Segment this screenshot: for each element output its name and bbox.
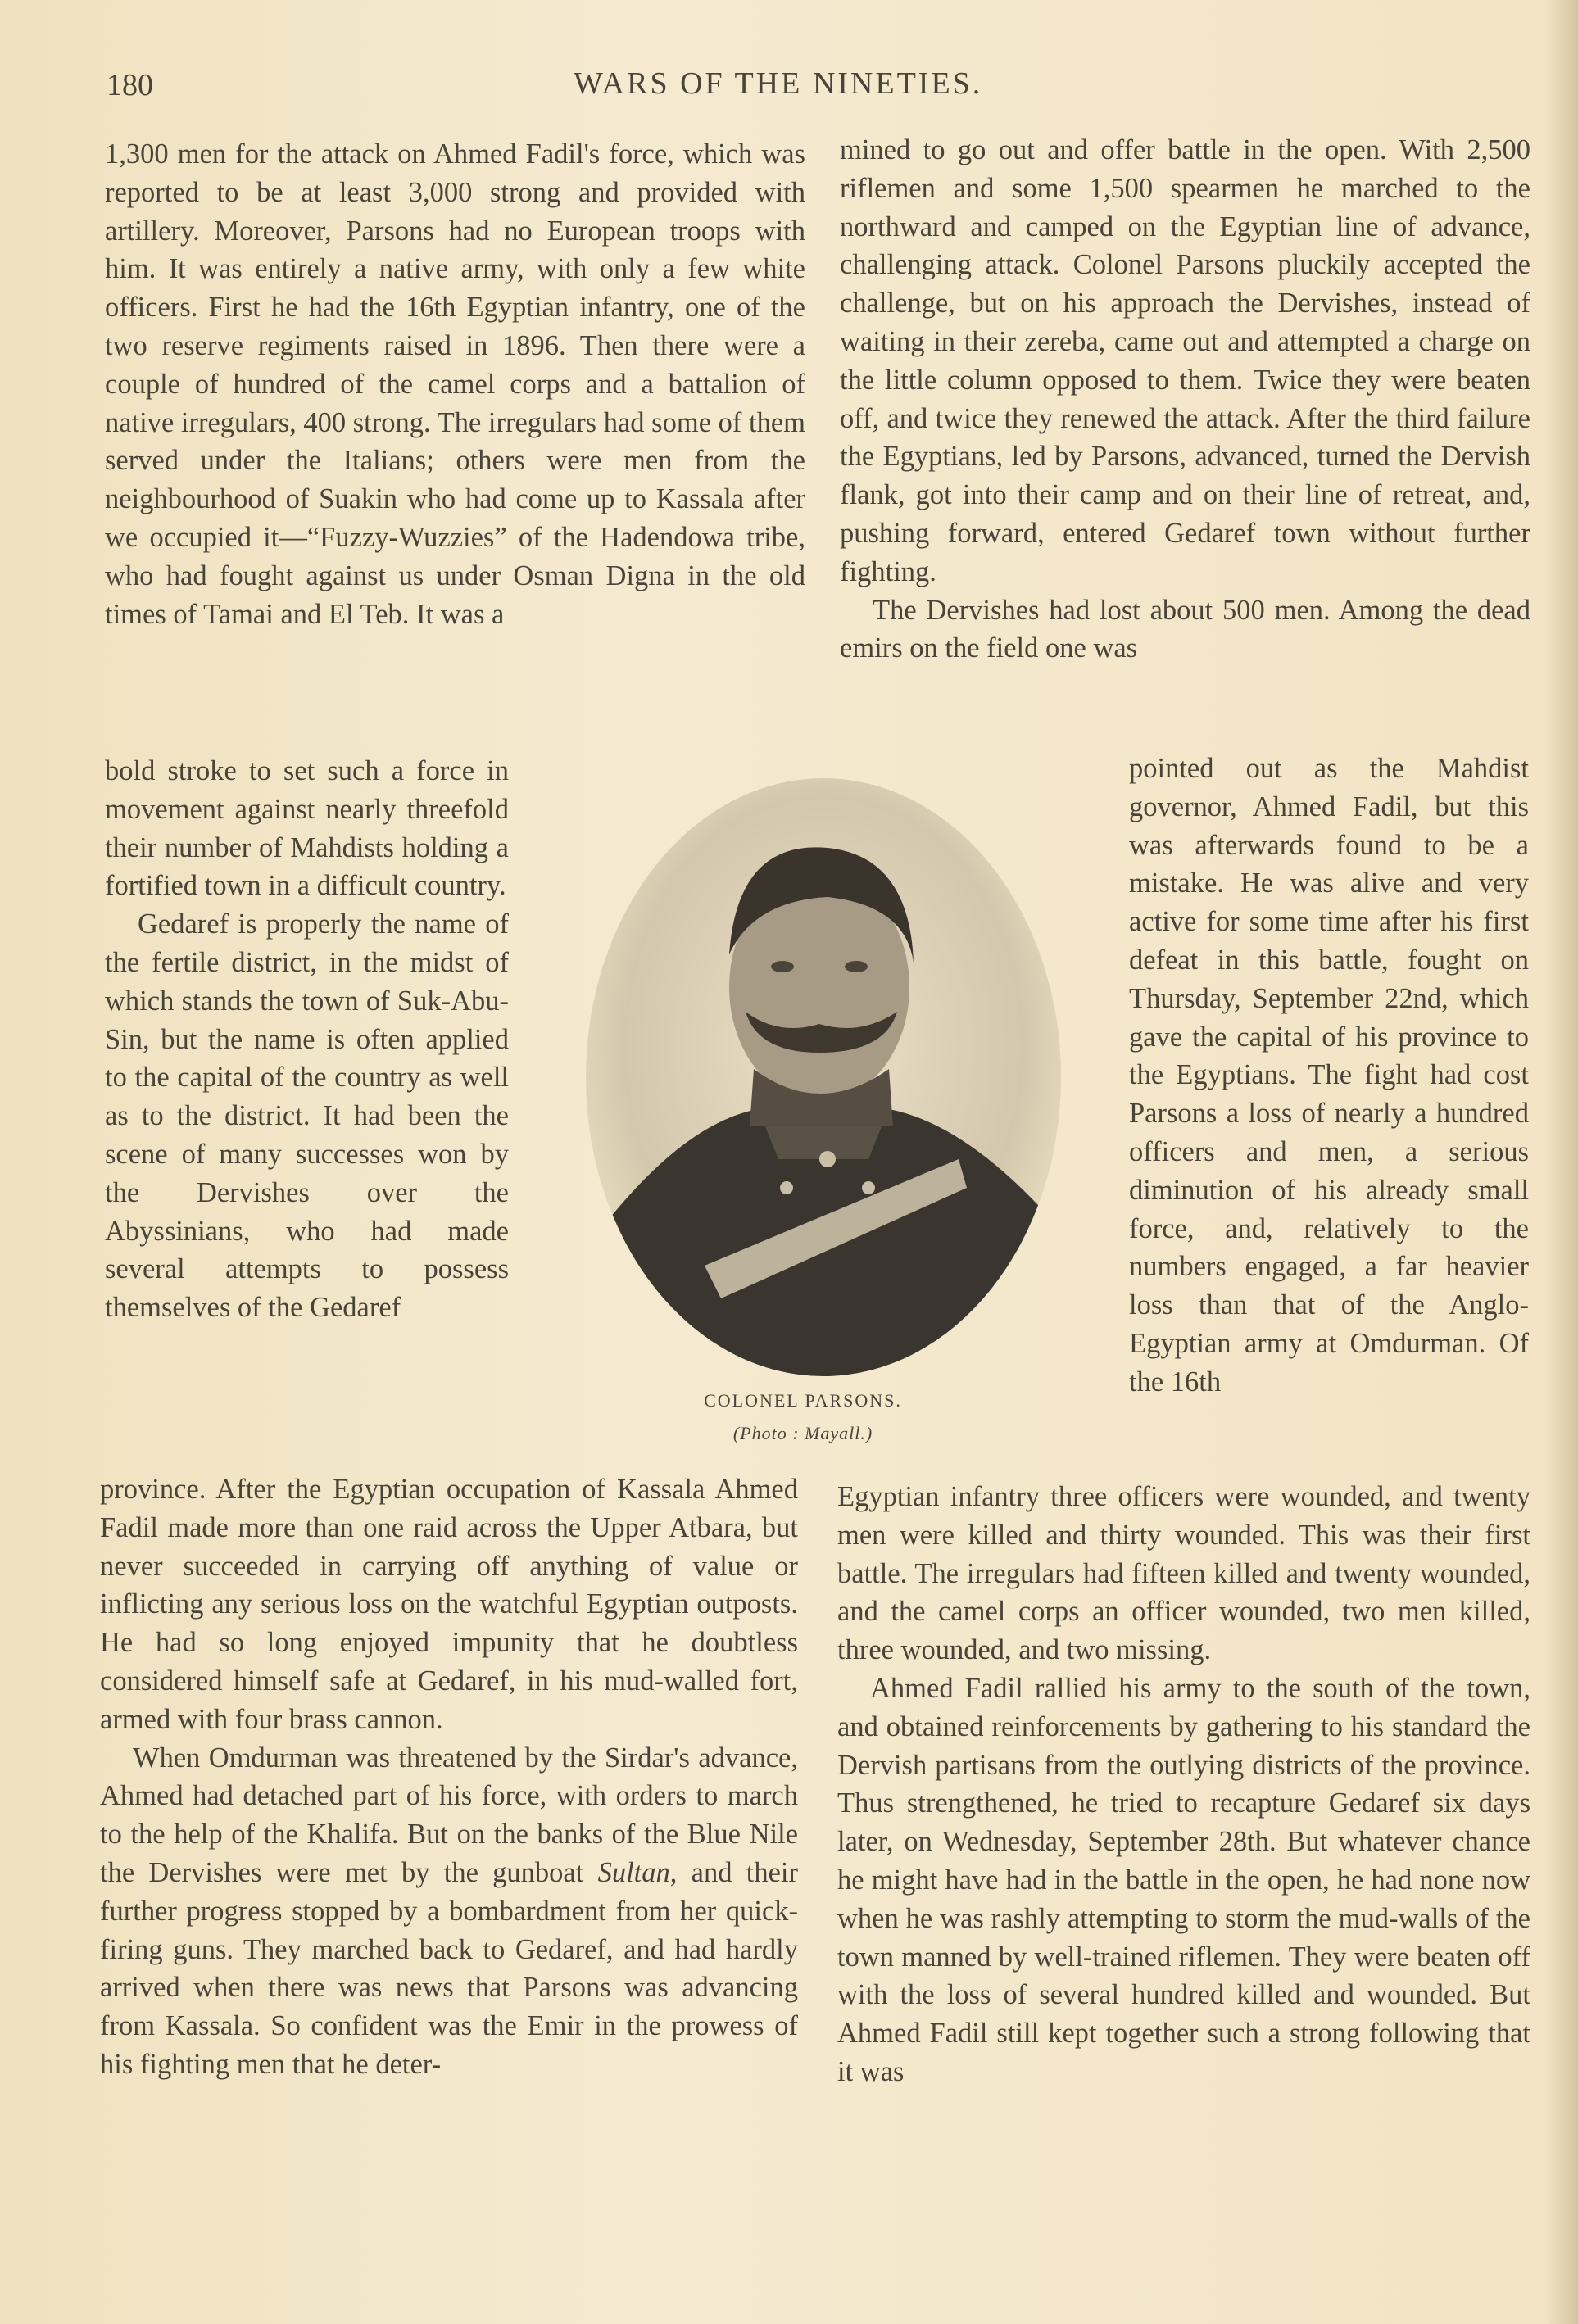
page-number: 180 xyxy=(107,68,153,102)
caption-title: COLONEL PARSONS. xyxy=(704,1390,902,1411)
ship-name: Sultan xyxy=(597,1856,670,1888)
text-paragraph: Ahmed Fadil rallied his army to the south of the town, and obtained reinforcements by gathering to his standard the Dervish partisans from the outlying districts of the province. Thus strengthened, he tried to recapture Gedaref six days later, on Wednesday, September 28th. But whatever chance he might have had in the battle in the open, he had none now when he was rashly attempting to storm the mud-walls of the town manned by well-trained riflemen. They were beaten off with the loss of several hundred killed and wounded. But Ahmed Fadil still kept together such a strong following that it was xyxy=(837,1672,1530,2087)
left-column-top xyxy=(105,135,805,633)
text-paragraph: The Dervishes had lost about 500 men. Among the dead emirs on the field one was xyxy=(840,594,1530,664)
text-paragraph: pointed out as the Mahdist governor, Ahmed Fadil, but this was afterwards found to be a mistake. He was alive and very active for some time after his first defeat in this battle, fought on Thursday, September 22nd, which gave the capital of his province to the Egyptians. The fight had cost Parsons a loss of nearly a hundred officers and men, a serious diminution of his already small force, and, relatively to the numbers engaged, a far heavier loss than that of the Anglo-Egyptian army at Omdurman. Of the 16th xyxy=(1129,753,1529,1398)
text-run: When Omdurman was threatened by the Sirdar's advance, Ahmed had detached part of his force, with orders to march to the help of the Khalifa. But on the banks of the Blue Nile the Dervishes were met by the gunboat xyxy=(100,1742,798,1888)
running-head: WARS OF THE NINETIES. xyxy=(574,66,983,101)
photo-credit: (Photo : Mayall.) xyxy=(732,1423,873,1443)
text-paragraph xyxy=(100,1739,798,2084)
text-paragraph: mined to go out and offer battle in the open. With 2,500 riflemen and some 1,500 spearmen he marched to the northward and camped on the Egyptian line of advance, challenging attack. Colonel Parsons pluckily accepted the challenge, but on his approach the Dervishes, instead of waiting in their zereba, came out and attempted a charge on the little column opposed to them. Twice they were beaten off, and twice they renewed the attack. After the third failure the Egyptians, led by Parsons, advanced, turned the Dervish flank, got into their camp and on their line of retreat, and, pushing forward, entered Gedaref town without further fighting. xyxy=(840,134,1530,587)
right-column-top xyxy=(840,131,1530,668)
text-run: , and their further progress stopped by a bombardment from her quick-firing guns. They marched back to Gedaref, and had hardly arrived when there was news that Parsons was advancing from Kassala. So confident was the Emir in the prowess of his fighting men that he deter- xyxy=(100,1856,798,2080)
colonel-portrait-image xyxy=(582,774,1065,1380)
left-column-narrow xyxy=(105,752,509,1327)
text-paragraph: Gedaref is properly the name of the fertile district, in the midst of which stands the town of Suk-Abu-Sin, but the name is often applied to the capital of the country as well as to the district. It had been the scene of many successes won by the Dervishes over the Abyssinians, who had made several attempts to possess themselves of the Gedaref xyxy=(105,908,509,1324)
left-column-bottom xyxy=(100,1470,798,2084)
text-paragraph: bold stroke to set such a force in movement against nearly threefold their number of Mahdists holding a fortified town in a difficult country. xyxy=(105,755,509,902)
portrait-figure xyxy=(582,774,1065,1380)
text-paragraph: 1,300 men for the attack on Ahmed Fadil's force, which was reported to be at least 3,000 strong and provided with artillery. Moreover, Parsons had no European troops with him. It was entirely a native army, with only a few white officers. First he had the 16th Egyptian infantry, one of the two reserve regiments raised in 1896. Then there were a couple of hundred of the camel corps and a battalion of native irregulars, 400 strong. The irregulars had some of them served under the Italians; others were men from the neighbourhood of Suakin who had come up to Kassala after we occupied it—“Fuzzy-Wuzzies” of the Hadendowa tribe, who had fought against us under Osman Digna in the old times of Tamai and El Teb. It was a xyxy=(105,138,805,630)
page-edge-shadow xyxy=(1545,0,1578,2324)
text-paragraph: province. After the Egyptian occupation of Kassala Ahmed Fadil made more than one raid across the Upper Atbara, but never succeeded in carrying off anything of value or inflicting any serious loss on the watchful Egyptian outposts. He had so long enjoyed impunity that he doubtless considered himself safe at Gedaref, in his mud-walled fort, armed with four brass cannon. xyxy=(100,1474,798,1735)
text-paragraph: Egyptian infantry three officers were wounded, and twenty men were killed and thirty wounded. This was their first battle. The irregulars had fifteen killed and twenty wounded, and the camel corps an officer wounded, two men killed, three wounded, and two missing. xyxy=(837,1481,1530,1666)
figure-caption xyxy=(655,1384,950,1450)
right-column-narrow xyxy=(1129,750,1529,1402)
right-column-bottom xyxy=(837,1478,1530,2091)
